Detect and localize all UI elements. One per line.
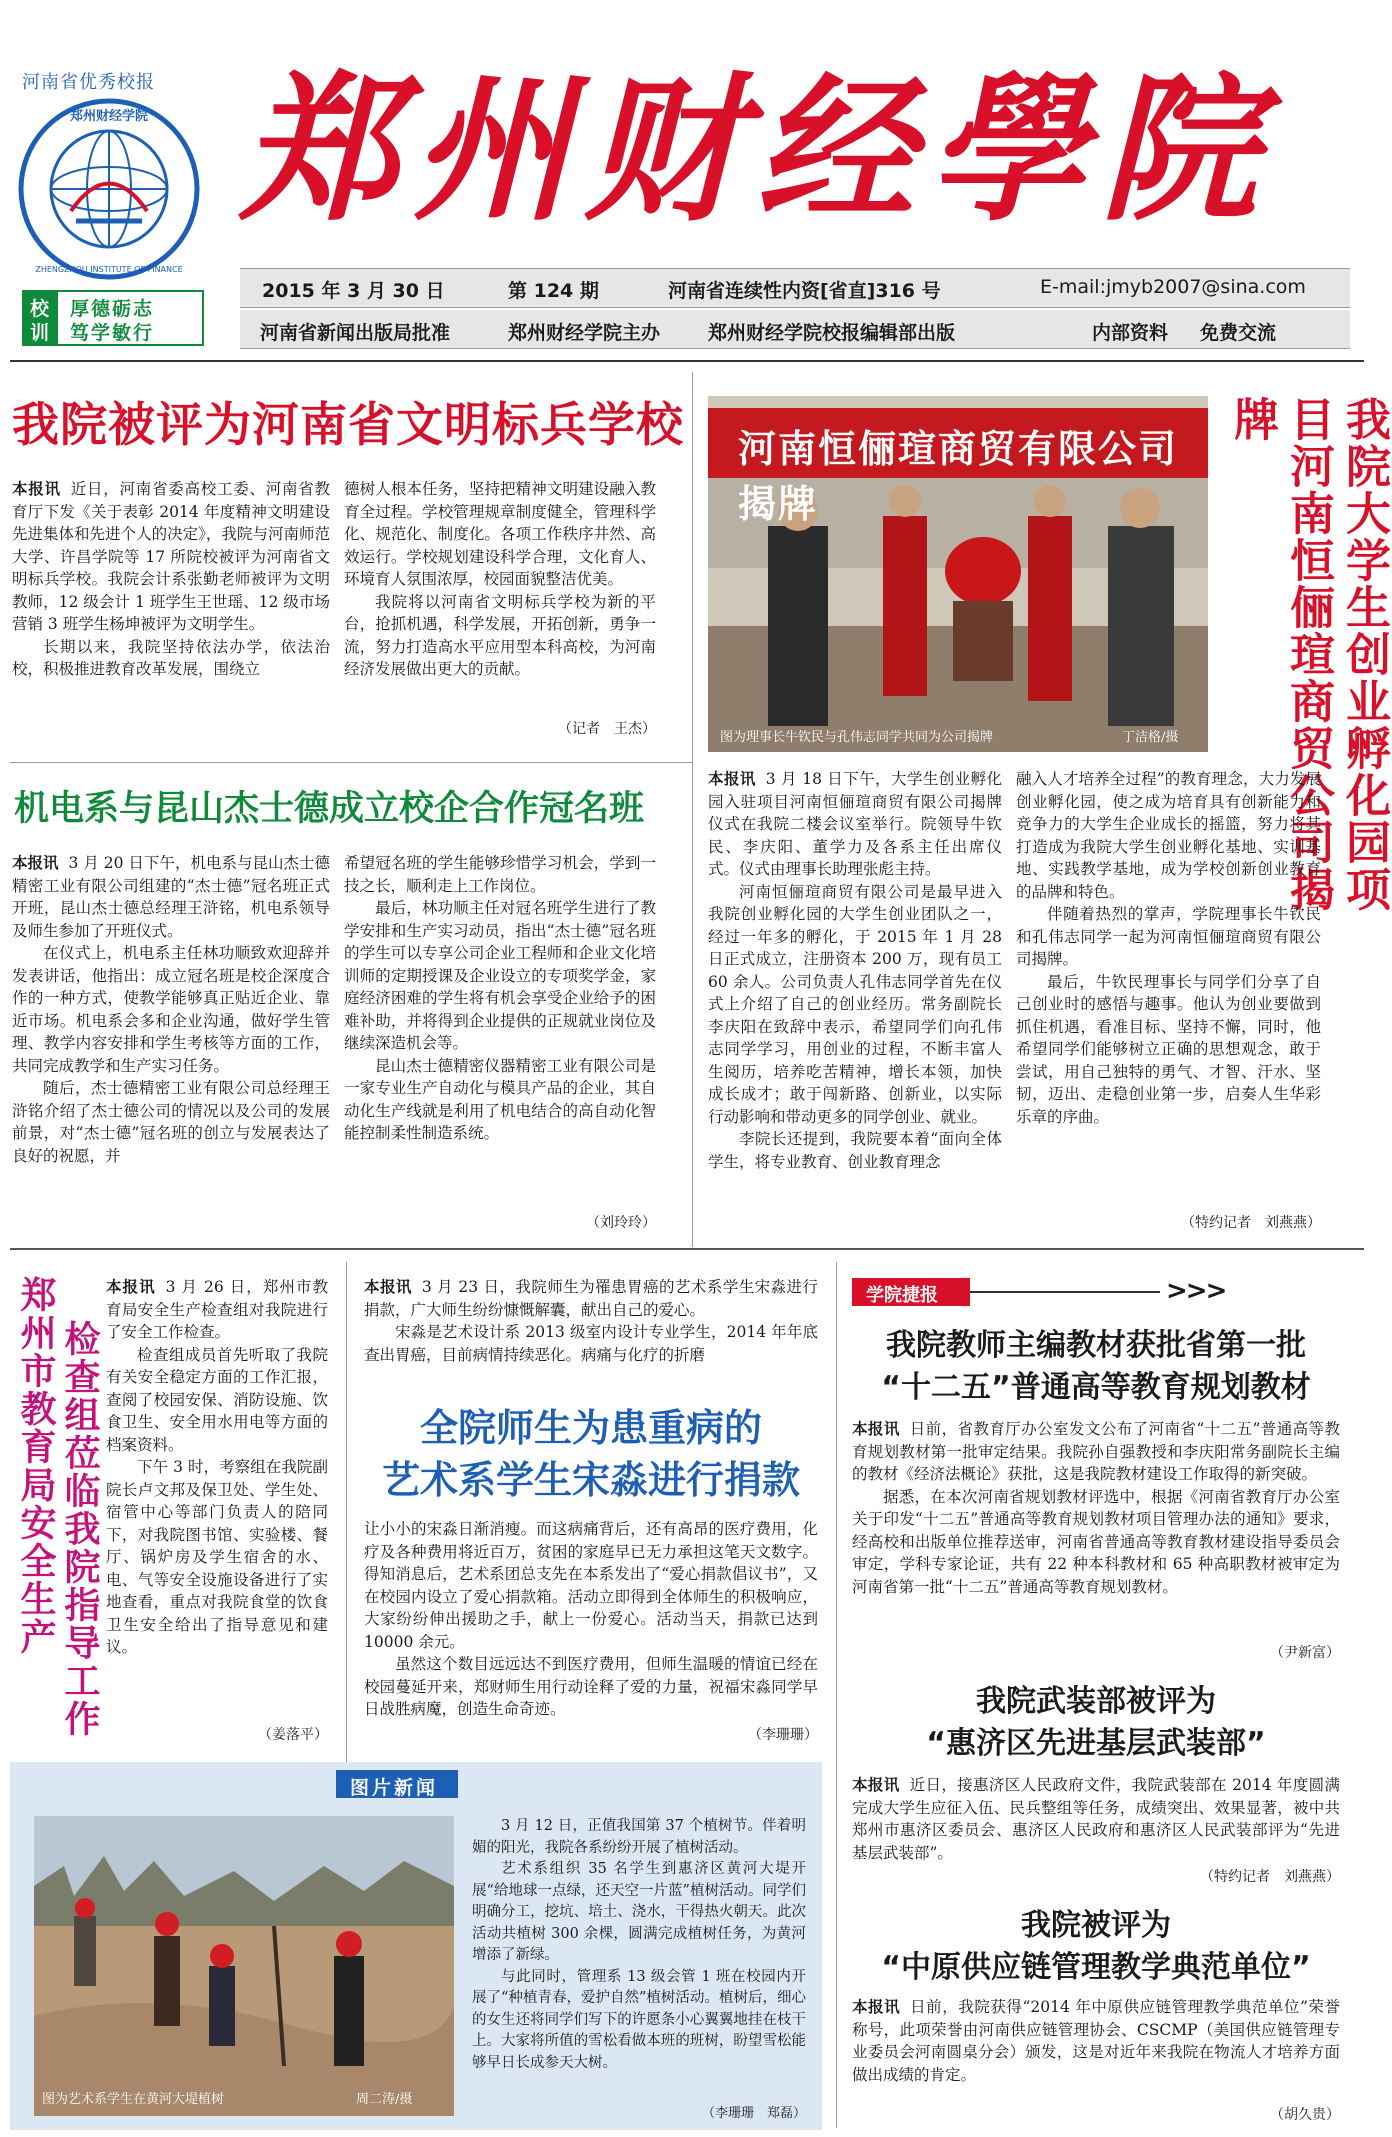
photo-news-tag bbox=[336, 1770, 458, 1798]
article-1-para-3: 德树人根本任务，坚持把精神文明建设融入教育全过程。学校管理规章制度健全，管理科学化、规范化、制度化。各项工作秩序井然、高效运行。学校规划建设科学合理，文化育人、环境育人氛围浓厚，校园面貌整洁优美。 bbox=[344, 480, 656, 588]
article-5-headline-line-2: 艺术系学生宋淼进行捐款 bbox=[381, 1458, 800, 1502]
tree-planting-photo-icon bbox=[34, 1816, 454, 2116]
article-5-byline: （李珊珊） bbox=[748, 1727, 818, 1743]
brief-2-para-1: 近日，接惠济区人民政府文件，我院武装部在 2014 年度圆满完成大学生应征入伍、民兵整组等任务，成绩突出、效果显著，被中共郑州市惠济区委员会、惠济区人民政府和惠济区人民武装部评为“先进基层武装部”。 bbox=[852, 1776, 1340, 1862]
article-5-para-3: 让小小的宋淼日渐消瘦。而这病痛背后，还有高昂的医疗费用，化疗及各种费用将近百万，贫困的家庭早已无力承担这笔天文数字。得知消息后，艺术系团总支先在本系发出了“爱心捐款倡议书”，又在校园内设立了爱心捐款箱。活动立即得到全体师生的积极响应，大家纷纷伸出援助之手，献上一份爱心。活动当天，捐款已达到 10000 余元。 bbox=[364, 1520, 818, 1651]
article-3-para-4: 融入人才培养全过程”的教育理念，大力发展创业孵化园，使之成为培育具有创新能力和竞争力的大学生企业成长的摇篮，努力将其打造成为我院大学生创业孵化基地、实训基地、实践教学基地，成为学校创新创业教育的品牌和特色。 bbox=[1016, 770, 1321, 901]
article-3-col-2 bbox=[1016, 768, 1321, 1128]
brief-1-byline: （尹新富） bbox=[1270, 1645, 1340, 1661]
brief-tag-label: 学院捷报 bbox=[866, 1285, 938, 1306]
issue-date: 2015 年 3 月 30 日 bbox=[262, 280, 445, 302]
article-2-para-2: 在仪式上，机电系主任林功顺致欢迎辞并发表讲话，他指出：成立冠名班是校企深度合作的一种方式，使教学能够真正贴近企业、靠近市场。机电系会多和企业沟通，做好学生管理、教学内容安排和学生考核等方面的工作，共同完成教学和生产实习任务。 bbox=[12, 944, 330, 1075]
article-1-para-4: 我院将以河南省文明标兵学校为新的平台，抢抓机遇，科学发展，开拓创新，勇争一流，努力打造高水平应用型本科高校，为河南经济发展做出更大的贡献。 bbox=[344, 592, 656, 678]
motto-line-2: 笃学敏行 bbox=[70, 322, 155, 344]
article-4-para-3: 下午 3 时，考察组在我院副院长卢文邦及保卫处、学生处、宿管中心等部门负责人的陪同下，对我院图书馆、实验楼、餐厅、锅炉房及学生宿舍的水、电、气等安全设施设备进行了实地查看，重点对我院食堂的饮食卫生安全给出了指导意见和建议。 bbox=[106, 1458, 328, 1656]
article-5-para-1: 3 月 23 日，我院师生为罹患胃癌的艺术系学生宋淼进行捐款，广大师生纷纷慷慨解囊，献出自己的爱心。 bbox=[364, 1278, 818, 1319]
internal-label: 内部资料 bbox=[1092, 322, 1169, 344]
motto-line-1: 厚德砺志 bbox=[70, 298, 155, 320]
photo-news-para-3: 与此同时，管理系 13 级会管 1 班在校园内开展了“种植青春，爱护自然”植树活动。植树后，细心的女生还将同学们写下的许愿条小心翼翼地挂在枝干上。大家将所值的雪松看做本班的班树，盼望雪松能够早日长成参天大树。 bbox=[472, 1968, 806, 2071]
article-5-para-2: 宋淼是艺术设计系 2013 级室内设计专业学生，2014 年年底查出胃癌，目前病情持续恶化。病痛与化疗的折磨 bbox=[364, 1323, 818, 1364]
brief-3-para-1: 日前，我院获得“2014 年中原供应链管理教学典范单位”荣誉称号，此项荣誉由河南供应链管理协会、CSCMP（美国供应链管理专业委员会河南圆桌分会）颁发，这是对近年来我院在物流人才培养方面做出成绩的肯定。 bbox=[852, 1998, 1340, 2084]
svg-text:郑州财经学院: 郑州财经学院 bbox=[69, 109, 149, 124]
brief-2-headline-line-1: 我院武装部被评为 bbox=[976, 1684, 1216, 1719]
article-1-para-1: 近日，河南省委高校工委、河南省教育厅下发《关于表彰 2014 年度精神文明建设先进集体和先进个人的决定》，我院与河南师范大学、许昌学院等 17 所院校被评为河南省文明标兵学校。我院会计系张勤老师被评为文明教师，12 级会计 1 班学生王世瑶、12 级市场营销 3 班学生杨坤被评为文明学生。 bbox=[12, 480, 330, 633]
article-5-bottom bbox=[364, 1518, 818, 1721]
photo-news-para-1: 3 月 12 日，正值我国第 37 个植树节。伴着明媚的阳光，我院各系纷纷开展了植树活动。 bbox=[472, 1818, 806, 1856]
motto-label-2: 训 bbox=[30, 322, 50, 344]
newspaper-title: 郑州财经學院 bbox=[240, 58, 1272, 243]
article-3-para-6: 最后，牛钦民理事长与同学们分享了自己创业时的感悟与趣事。他认为创业要做到抓住机遇，看准目标、坚持不懈，同时，他希望同学们能够树立正确的思想观念，敢于尝试，用自己独特的勇气、才智、汗水、坚韧，迈出、走稳创业第一步，启奏人生华彩乐章的序曲。 bbox=[1016, 972, 1321, 1126]
photo-news-box bbox=[10, 1762, 822, 2130]
article-4-byline: （姜落平） bbox=[258, 1727, 328, 1743]
free-label: 免费交流 bbox=[1200, 322, 1277, 344]
article-1-headline: 我院被评为河南省文明标兵学校 bbox=[12, 398, 684, 453]
article-4-headline-part-2: 检查组莅临我院指导工作 bbox=[59, 1320, 100, 1738]
brief-arrows: >>> bbox=[1166, 1276, 1226, 1306]
brief-tag-rule bbox=[970, 1291, 1160, 1293]
photo-news-caption: 图为艺术系学生在黄河大堤植树 bbox=[42, 2092, 225, 2107]
brief-2-body: 本报讯 近日，接惠济区人民政府文件，我院武装部在 2014 年度圆满完成大学生应征入伍、民兵整组等任务，成绩突出、效果显著，被中共郑州市惠济区委员会、惠济区人民政府和惠济区人民武装部评为“先进基层武装部”。 bbox=[852, 1776, 1340, 1862]
article-3-photo bbox=[708, 396, 1208, 752]
article-1-col-1: 本报讯 近日，河南省委高校工委、河南省教育厅下发《关于表彰 2014 年度精神文明建设先进集体和先进个人的决定》，我院与河南师范大学、许昌学院等 17 所院校被评为河南省文明标兵学校。我院会计系张勤老师被评为文明教师，12 级会计 1 班学生王世瑶、12 级市场营销 3 班学生杨坤被评为文明学生。 长期以来，我院坚持依法办学，依法治校，积极推进教育改革发展，围绕立 bbox=[12, 478, 330, 681]
article-1-byline: （记者 王杰） bbox=[558, 721, 656, 737]
article-2-col-2 bbox=[344, 852, 656, 1145]
article-2-para-4: 希望冠名班的学生能够珍惜学习机会，学到一技之长，顺利走上工作岗位。 bbox=[344, 854, 656, 895]
article-2-para-3: 随后，杰士德精密工业有限公司总经理王浒铭介绍了杰士德公司的情况以及公司的发展前景，对“杰士德”冠名班的创立与发展表达了良好的祝愿，并 bbox=[12, 1079, 330, 1165]
photo-banner-text: 河南恒俪瑄商贸有限公司揭牌 bbox=[738, 427, 1179, 526]
photo-news-tag-label: 图片新闻 bbox=[350, 1777, 439, 1799]
brief-3-headline-line-2: “中原供应链管理教学典范单位” bbox=[881, 1950, 1311, 1985]
article-3-photo-caption: 图为理事长牛钦民与孔伟志同学共同为公司揭牌 bbox=[720, 730, 994, 745]
article-3-headline: 我院大学生创业孵化园项目河南恒俪瑄商贸公司揭牌 bbox=[1226, 396, 1391, 913]
article-2-headline: 机电系与昆山杰士德成立校企合作冠名班 bbox=[14, 788, 645, 829]
article-2-byline: （刘玲玲） bbox=[586, 1215, 656, 1231]
brief-1-headline-line-1: 我院教师主编教材获批省第一批 bbox=[886, 1328, 1306, 1363]
approved-by: 河南省新闻出版局批准 bbox=[260, 322, 451, 344]
brief-1-headline-line-2: “十二五”普通高等教育规划教材 bbox=[881, 1370, 1311, 1405]
brief-3-byline: （胡久贵） bbox=[1270, 2107, 1340, 2123]
article-4-para-1: 3 月 26 日，郑州市教育局安全生产检查组对我院进行了安全工作检查。 bbox=[106, 1278, 328, 1341]
article-2-col-1: 本报讯 3 月 20 日下午，机电系与昆山杰士德精密工业有限公司组建的“杰士德”冠名班正式开班，昆山杰士德总经理王浒铭，机电系领导及师生参加了开班仪式。 在仪式上，机电系主任林功顺致欢迎辞并发表讲话，他指出：成立冠名班是校企深度合作的一种方式，使教学能够真正贴近企业、靠近市场。机电系会多和企业沟通，做好学生管理、教学内容安排和学生考核等方面的工作，共同完成教学和生产实习任务。 随后，杰士德精密工业有限公司总经理王浒铭介绍了杰士德公司的情况以及公司的发展前景，对“杰士德”冠名班的创立与发展表达了良好的祝愿，并 bbox=[12, 852, 330, 1167]
article-2-para-6: 昆山杰士德精密仪器精密工业有限公司是一家专业生产自动化与模具产品的企业，其自动化生产线就是利用了机电结合的高自动化智能控制柔性制造系统。 bbox=[344, 1056, 656, 1142]
article-4-headline-part-1: 郑州市教育局安全生产 bbox=[15, 1276, 56, 1656]
photo-news-para-2: 艺术系组织 35 名学生到惠济区黄河大堤开展“给地球一点绿，还天空一片蓝”植树活动。同学们明确分工，挖坑、培土、浇水，干得热火朝天。此次活动共植树 300 余棵，圆满完成植树任务，为黄河增添了新绿。 bbox=[472, 1861, 806, 1963]
brief-tag bbox=[852, 1278, 970, 1306]
article-5-para-4: 虽然这个数目远远达不到医疗费用，但师生温暖的情谊已经在校园蔓延开来，郑财师生用行动诠释了爱的力量，祝福宋淼同学早日战胜病魔，创造生命奇迹。 bbox=[364, 1655, 818, 1718]
article-2-para-1: 3 月 20 日下午，机电系与昆山杰士德精密工业有限公司组建的“杰士德”冠名班正式开班，昆山杰士德总经理王浒铭，机电系领导及师生参加了开班仪式。 bbox=[12, 854, 330, 940]
article-1-para-2: 长期以来，我院坚持依法办学，依法治校，积极推进教育改革发展，围绕立 bbox=[12, 637, 330, 678]
contact-email: E-mail:jmyb2007@sina.com bbox=[1040, 276, 1306, 298]
edited-by: 郑州财经学院校报编辑部出版 bbox=[708, 322, 956, 344]
article-3-para-1: 3 月 18 日下午，大学生创业孵化园入驻项目河南恒俪瑄商贸有限公司揭牌仪式在我院二楼会议室举行。院领导牛钦民、李庆阳、董学力及各系主任出席仪式。仪式由理事长助理张彪主持。 bbox=[708, 770, 1002, 878]
school-emblem-icon bbox=[16, 96, 202, 282]
brief-1-para-1: 日前，省教育厅办公室发文公布了河南省“十二五”普通高等教育规划教材第一批审定结果。我院孙自强教授和李庆阳常务副院长主编的教材《经济法概论》获批，这是我院教材建设工作取得的新突破。 bbox=[852, 1420, 1340, 1483]
motto-label-1: 校 bbox=[30, 298, 50, 320]
photo-news-credit: 周二涛/摄 bbox=[356, 2092, 413, 2107]
article-4-para-2: 检查组成员首先听取了我院有关安全稳定方面的工作汇报，查阅了校园安保、消防设施、饮食卫生、安全用水用电等方面的档案资料。 bbox=[106, 1345, 328, 1454]
article-5-headline-line-1: 全院师生为患重病的 bbox=[419, 1406, 762, 1450]
motto-box bbox=[22, 290, 204, 346]
photo-news-body bbox=[472, 1816, 806, 2074]
article-3-byline: （特约记者 刘燕燕） bbox=[1181, 1215, 1321, 1231]
info-bar-1 bbox=[240, 268, 1350, 308]
article-3-para-5: 伴随着热烈的掌声，学院理事长牛钦民和孔伟志同学一起为河南恒俪瑄商贸有限公司揭牌。 bbox=[1016, 905, 1321, 968]
honor-label: 河南省优秀校报 bbox=[22, 72, 155, 93]
brief-2-headline-line-2: “惠济区先进基层武装部” bbox=[926, 1726, 1266, 1761]
hosted-by: 郑州财经学院主办 bbox=[508, 322, 661, 344]
article-1-col-2 bbox=[344, 478, 656, 681]
article-5-top: 本报讯 3 月 23 日，我院师生为罹患胃癌的艺术系学生宋淼进行捐款，广大师生纷纷慷慨解囊，献出自己的爱心。 宋淼是艺术设计系 2013 级室内设计专业学生，2014 年年底查出胃癌，目前病情持续恶化。病痛与化疗的折磨 bbox=[364, 1276, 818, 1366]
school-logo bbox=[16, 96, 202, 282]
photo-news-photo bbox=[34, 1816, 454, 2116]
permit-number: 河南省连续性内资[省直]316 号 bbox=[668, 280, 941, 302]
article-3-para-3: 李院长还提到，我院要本着“面向全体学生，将专业教育、创业教育理念 bbox=[708, 1130, 1002, 1171]
brief-2-byline: （特约记者 刘燕燕） bbox=[1200, 1869, 1340, 1885]
article-3-col-1: 本报讯 3 月 18 日下午，大学生创业孵化园入驻项目河南恒俪瑄商贸有限公司揭牌仪式在我院二楼会议室举行。院领导牛钦民、李庆阳、董学力及各系主任出席仪式。仪式由理事长助理张彪主持。 河南恒俪瑄商贸有限公司是最早进入我院创业孵化园的大学生创业团队之一，经过一年多的孵化，于 2015 年 1 月 28 日正式成立，注册资本 200 万，现有员工 60 余人。公司负责人孔伟志同学首先在仪式上介绍了自己的创业经历。常务副院长李庆阳在致辞中表示，希望同学们向孔伟志同学学习，用创业的过程，不断丰富人生阅历，培养吃苦精神，增长本领，加快成长成才；敢于闯新路、创新业，以实际行动影响和带动更多的同学创业、就业。 李院长还提到，我院要本着“面向全体学生，将专业教育、创业教育理念 bbox=[708, 768, 1002, 1173]
photo-news-byline: （李珊珊 郑磊） bbox=[701, 2106, 806, 2121]
article-4-body: 本报讯 3 月 26 日，郑州市教育局安全生产检查组对我院进行了安全工作检查。 检查组成员首先听取了我院有关安全稳定方面的工作汇报，查阅了校园安保、消防设施、饮食卫生、安全用水用电等方面的档案资料。 下午 3 时，考察组在我院副院长卢文邦及保卫处、学生处、宿管中心等部门负责人的陪同下，对我院图书馆、实验楼、餐厅、锅炉房及学生宿舍的水、电、气等安全设施设备进行了实地查看，重点对我院食堂的饮食卫生安全给出了指导意见和建议。 bbox=[106, 1276, 328, 1659]
brief-3-body: 本报讯 日前，我院获得“2014 年中原供应链管理教学典范单位”荣誉称号，此项荣誉由河南供应链管理协会、CSCMP（美国供应链管理专业委员会河南圆桌分会）颁发，这是对近年来我院在物流人才培养方面做出成绩的肯定。 bbox=[852, 1998, 1340, 2084]
issue-number: 第 124 期 bbox=[508, 280, 599, 302]
article-3-para-2: 河南恒俪瑄商贸有限公司是最早进入我院创业孵化园的大学生创业团队之一，经过一年多的孵化，于 2015 年 1 月 28 日正式成立，注册资本 200 万，现有员工 60 余人。公司负责人孔伟志同学首先在仪式上介绍了自己的创业经历。常务副院长李庆阳在致辞中表示，希望同学们向孔伟志同学学习，用创业的过程，不断丰富人生阅历，培养吃苦精神，增长本领，加快成长成才；敢于闯新路、创新业，以实际行动影响和带动更多的同学创业、就业。 bbox=[708, 882, 1002, 1126]
brief-1-body: 本报讯 日前，省教育厅办公室发文公布了河南省“十二五”普通高等教育规划教材第一批审定结果。我院孙自强教授和李庆阳常务副院长主编的教材《经济法概论》获批，这是我院教材建设工作取得的新突破。 据悉，在本次河南省规划教材评选中，根据《河南省教育厅办公室关于印发“十二五”普通高等教育规划教材项目管理办法的通知》要求，经高校和出版单位推荐送审，河南省普通高等教育教材建设指导委员会审定，学科专家论证，共有 22 种本科教材和 65 种高职教材被审定为河南省第一批“十二五”普通高等教育规划教材。 bbox=[852, 1418, 1340, 1598]
info-bar-2 bbox=[240, 310, 1350, 349]
brief-1-para-2: 据悉，在本次河南省规划教材评选中，根据《河南省教育厅办公室关于印发“十二五”普通高等教育规划教材项目管理办法的通知》要求，经高校和出版单位推荐送审，河南省普通高等教育教材建设指导委员会审定，学科专家论证，共有 22 种本科教材和 65 种高职教材被审定为河南省第一批“十二五”普通高等教育规划教材。 bbox=[852, 1487, 1340, 1596]
svg-text:ZHENGZHOU INSTITUTE OF FINANCE: ZHENGZHOU INSTITUTE OF FINANCE bbox=[35, 265, 183, 274]
brief-3-headline-line-1: 我院被评为 bbox=[1021, 1908, 1171, 1943]
article-2-para-5: 最后，林功顺主任对冠名班学生进行了教学安排和生产实习动员，指出“杰士德”冠名班的学生可以专享公司企业工程师和企业文化培训师的定期授课及企业设立的专项奖学金，家庭经济困难的学生将有机会享受企业给予的困难补助，并将得到企业提供的正规就业岗位及继续深造机会等。 bbox=[344, 899, 656, 1052]
article-3-photo-credit: 丁洁格/摄 bbox=[1122, 730, 1179, 745]
